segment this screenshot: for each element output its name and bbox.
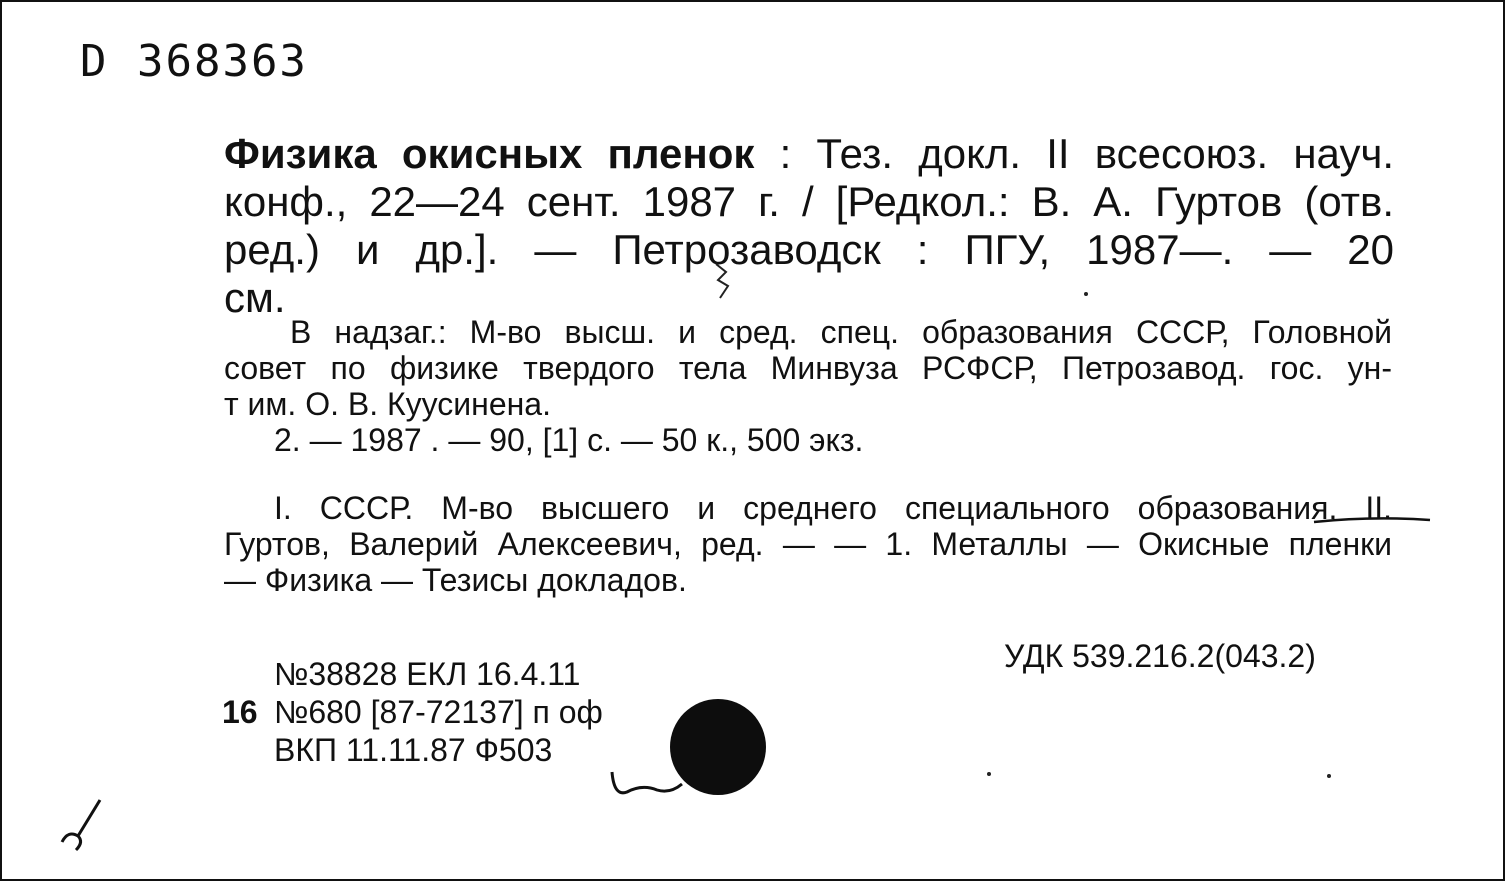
note-line-1: В надзаг.: М-во высш. и сред. спец. образования СССР, Головной xyxy=(290,314,1392,350)
main-entry-line-3: ред.) и др.]. — Петрозаводск : ПГУ, 1987—. — 20 xyxy=(224,226,1394,273)
series-note xyxy=(224,314,1392,422)
title-statement: : Тез. докл. II всесоюз. науч. xyxy=(754,130,1394,177)
call-number: D 368363 xyxy=(80,36,308,87)
main-entry-line-4: см. xyxy=(224,274,286,321)
speck xyxy=(987,772,991,776)
main-entry-line-1 xyxy=(224,130,1394,178)
tracing-line-1: I. СССР. М-во высшего и среднего специального образования. II. xyxy=(274,490,1392,526)
ink-smudge xyxy=(708,260,738,304)
tracing-line-2: Гуртов, Валерий Алексеевич, ред. — — 1. Металлы — Окисные пленки xyxy=(224,526,1392,562)
handwritten-mark xyxy=(602,762,692,812)
udc-code: УДК 539.216.2(043.2) xyxy=(1004,638,1316,674)
tracing-line-3: — Физика — Тезисы докладов. xyxy=(224,562,687,598)
main-entry xyxy=(224,130,1394,322)
catalog-prefix: 16 xyxy=(222,694,258,730)
note-line-3: т им. О. В. Куусинена. xyxy=(224,386,551,422)
speck xyxy=(1084,292,1088,296)
catalog-number-line-2: №680 [87-72137] п оф xyxy=(274,694,603,730)
catalog-number-line-1: №38828 ЕКЛ 16.4.11 xyxy=(274,656,581,692)
tracings xyxy=(224,490,1392,598)
catalog-number-line-3: ВКП 11.11.87 Ф503 xyxy=(274,732,553,768)
volume-line: 2. — 1987 . — 90, [1] с. — 50 к., 500 экз. xyxy=(274,422,864,458)
main-entry-line-2: конф., 22—24 сент. 1987 г. / [Редкол.: В. А. Гуртов (отв. xyxy=(224,178,1394,225)
handwritten-pencil-mark xyxy=(54,792,114,862)
speck xyxy=(1327,774,1331,778)
pen-underline xyxy=(1312,502,1432,532)
note-line-2: совет по физике твердого тела Минвуза РСФСР, Петрозавод. гос. ун- xyxy=(224,350,1392,386)
book-title: Физика окисных пленок xyxy=(224,130,755,177)
